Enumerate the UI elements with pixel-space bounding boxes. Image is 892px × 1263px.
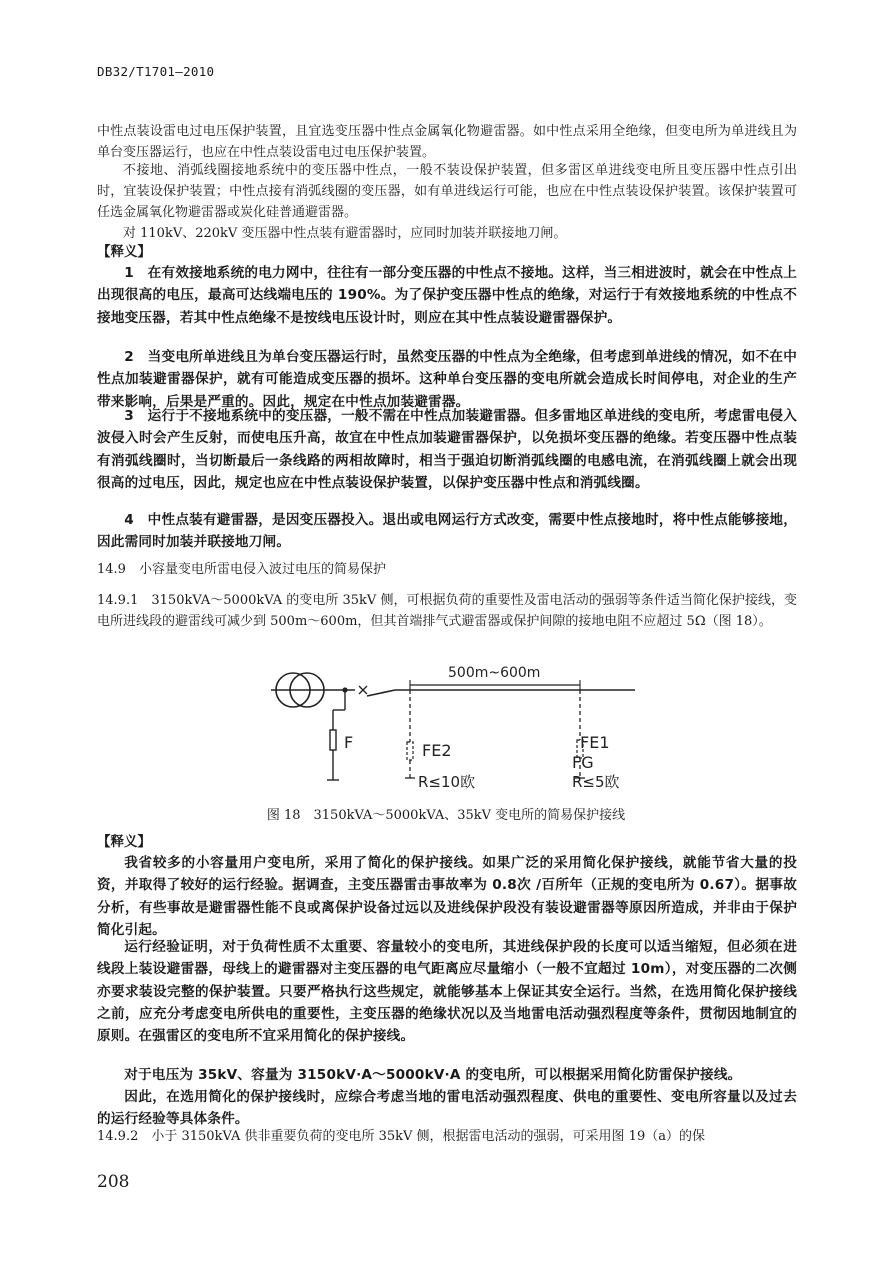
interpretation-heading: 【释义】 xyxy=(97,834,151,850)
document-code-header: DB32/T1701—2010 xyxy=(97,64,215,79)
fe2-resistance-label: R≤10欧 xyxy=(418,773,476,791)
interpretation-paragraph: 2 当变电所单进线且为单台变压器运行时，虽然变压器的中性点为全绝缘，但考虑到单进线的情况，如不在中性点加装避雷器保护，就有可能造成变压器的损坏。这种单台变压器的变电所就会造成长时间停电，对企业的生产带来影响，后果是严重的。因此，规定在中性点加装避雷器。 xyxy=(97,349,797,410)
figure-caption: 图 18 3150kVA～5000kVA、35kV 变电所的简易保护接线 xyxy=(266,808,626,823)
span-length-label: 500m~600m xyxy=(448,665,541,681)
body-paragraph: 中性点装设雷电过电压保护装置，且宜选变压器中性点金属氧化物避雷器。如中性点采用全绝缘，但变电所为单进线且为单台变压器运行，也应在中性点装设雷电过电压保护装置。 xyxy=(97,124,797,160)
gap-fg-label: FG xyxy=(572,753,594,772)
interpretation-paragraph: 我省较多的小容量用户变电所，采用了简化的保护接线。如果广泛的采用简化保护接线，就能节省大量的投资，并取得了较好的运行经验。据调查，主变压器雷击事故率为 0.8次 /百所年（正规的变电所为 0.67）。据事故分析，有些事故是避雷器性能不良或离保护设备过远以及进线保护段没有装设避雷器等原因所造成，并非由于保护简化引起。 xyxy=(97,855,797,938)
arrester-fe2-label: FE2 xyxy=(422,741,452,760)
page-number: 208 xyxy=(97,1172,130,1192)
arrester-f-symbol xyxy=(330,730,336,750)
incoming-line xyxy=(367,690,395,696)
body-paragraph: 不接地、消弧线圈接地系统中的变压器中性点，一般不装设保护装置，但多雷区单进线变电所且变压器中性点引出时，宜装设保护装置；中性点接有消弧线圈的变压器，如有单进线运行可能，也应在中性点装设保护装置。该保护装置可任选金属氧化物避雷器或炭化硅普通避雷器。 xyxy=(97,163,797,220)
interpretation-paragraph: 运行经验证明，对于负荷性质不太重要、容量较小的变电所，其进线保护段的长度可以适当缩短，但必须在进线段上装设避雷器，母线上的避雷器对主变压器的电气距离应尽量缩小（一般不宜超过 10m），对变压器的二次侧亦要求装设完整的保护装置。只要严格执行这些规定，就能够基本上保证其安全运行。当然，在选用简化保护接线之前，应充分考虑变电所供电的重要性，主变压器的绝缘状况以及当地雷电活动强烈程度等条件，贯彻因地制宜的原则。在强雷区的变电所不宜采用简化的保护接线。 xyxy=(97,939,797,1045)
body-paragraph: 对 110kV、220kV 变压器中性点装有避雷器时，应同时加装并联接地刀闸。 xyxy=(123,226,567,241)
protection-wiring-diagram xyxy=(250,650,650,800)
interpretation-paragraph: 对于电压为 35kV、容量为 3150kV·A～5000kV·A 的变电所，可以根据采用简化防雷保护接线。 xyxy=(124,1067,742,1083)
fe1-resistance-label: R≤5欧 xyxy=(572,773,620,791)
interpretation-heading: 【释义】 xyxy=(97,244,151,260)
section-heading: 14.9 小容量变电所雷电侵入波过电压的简易保护 xyxy=(97,562,386,577)
interpretation-paragraph: 3 运行于不接地系统中的变压器，一般不需在中性点加装避雷器。但多雷地区单进线的变电所，考虑雷电侵入波侵入时会产生反射，而使电压升高，故宜在中性点加装避雷器保护，以免损坏变压器的绝缘。若变压器中性点装有消弧线圈时，当切断最后一条线路的两相故障时，相当于强迫切断消弧线圈的电感电流，在消弧线圈上就会出现很高的过电压，因此，规定也应在中性点装设保护装置，以保护变压器中性点和消弧线圈。 xyxy=(97,408,797,491)
arrester-f-label: F xyxy=(344,733,354,752)
interpretation-paragraph: 4 中性点装有避雷器，是因变压器投入。退出或电网运行方式改变，需要中性点接地时，将中性点能够接地，因此需同时加装并联接地刀闸。 xyxy=(97,512,797,551)
interpretation-paragraph: 因此，在选用简化的保护接线时，应综合考虑当地的雷电活动强烈程度、供电的重要性、变电所容量以及过去的运行经验等具体条件。 xyxy=(97,1089,797,1128)
clause-paragraph: 14.9.2 小于 3150kVA 供非重要负荷的变电所 35kV 侧，根据雷电活动的强弱，可采用图 19（a）的保 xyxy=(97,1129,705,1144)
arrester-fe2-symbol xyxy=(407,742,413,760)
interpretation-paragraph: 1 在有效接地系统的电力网中，往往有一部分变压器的中性点不接地。这样，当三相进波时，就会在中性点上出现很高的电压，最高可达线端电压的 190%。为了保护变压器中性点的绝缘，对运行于有效接地系统的中性点不接地变压器，若其中性点绝缘不是按线电压设计时，则应在其中性点装设避雷器保护。 xyxy=(97,265,797,326)
arrester-fe1-label: FE1 xyxy=(580,733,610,752)
clause-paragraph: 14.9.1 3150kVA～5000kVA 的变电所 35kV 侧，可根据负荷的重要性及雷电活动的强弱等条件适当简化保护接线，变电所进线段的避雷线可减少到 500m～600m，但其首端排气式避雷器或保护间隙的接地电阻不应超过 5Ω（图 18）。 xyxy=(97,593,797,629)
